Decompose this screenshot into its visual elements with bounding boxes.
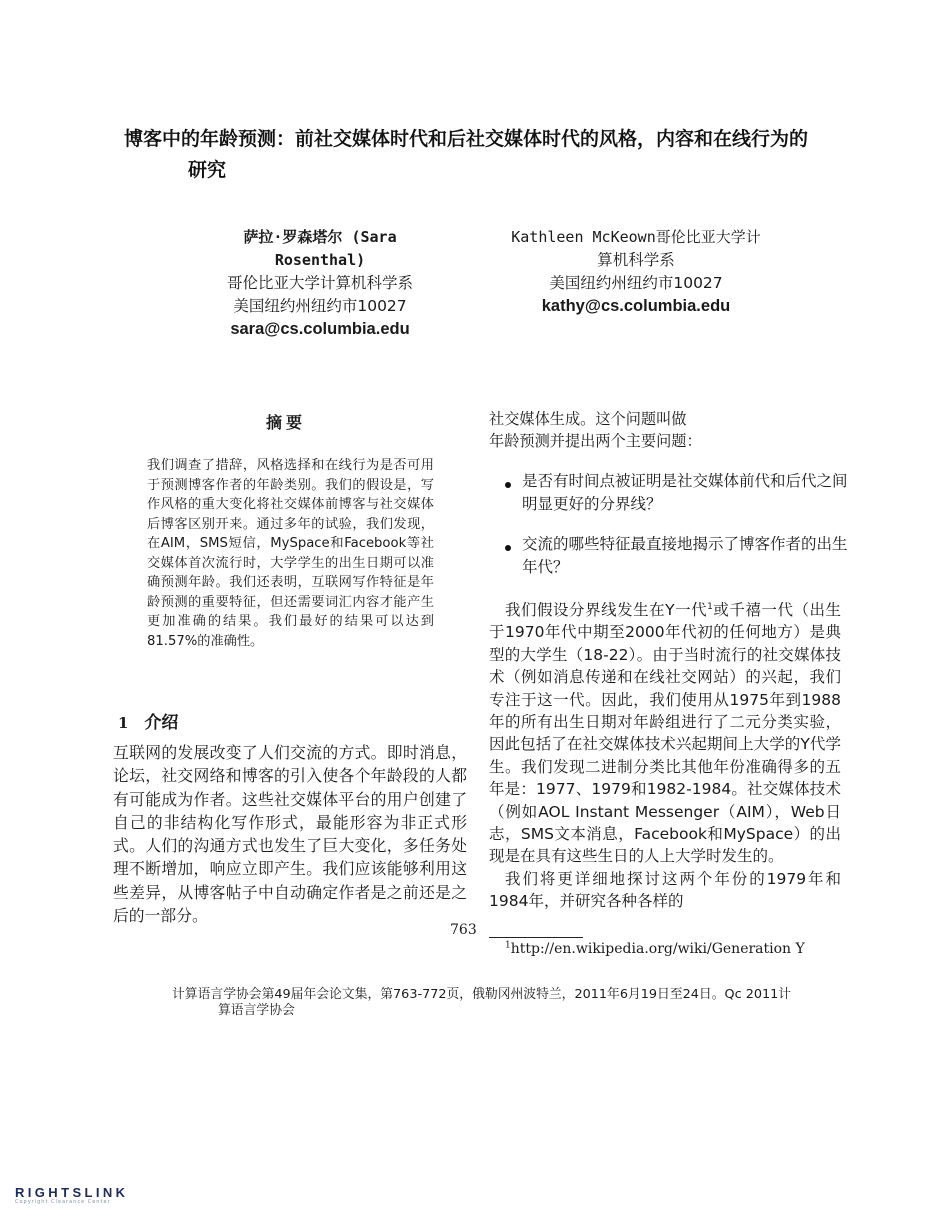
author-1-affiliation: 哥伦比亚大学计算机科学系	[226, 274, 413, 292]
author-1-name-line-1: 萨拉·罗森塔尔 (Sara	[243, 228, 397, 246]
author-2-name-line-1: Kathleen McKeown哥伦比亚大学计	[511, 228, 761, 246]
footnote	[505, 941, 805, 957]
intro-paragraph: 互联网的发展改变了人们交流的方式。即时消息，论坛，社交网络和博客的引入使各个年龄段的人都有可能成为作者。这些社交媒体平台的用户创建了自己的非结构化写作形式，最能形容为非正式形式。人们的沟通方式也发生了巨大变化，多任务处理不断增加，响应立即产生。我们应该能够利用这些差异，从博客帖子中自动确定作者是之前还是之后的一部分。	[113, 743, 467, 926]
paper-title	[124, 124, 924, 186]
author-2-name-line-2: 算机科学系	[597, 251, 675, 269]
abstract-text: 我们调查了措辞，风格选择和在线行为是否可用于预测博客作者的年龄类别。我们的假设是，写作风格的重大变化将社交媒体前博客与社交媒体后博客区别开来。通过多年的试验，我们发现，在AIM，SMS短信，MySpace和Facebook等社交媒体首次流行时，大学学生的出生日期可以准确预测年龄。我们还表明，互联网写作特征是年龄预测的重要特征，但还需要词汇内容才能产生更加准确的结果。我们最好的结果可以达到81.57%的准确性。	[147, 458, 434, 649]
bullet-dot-icon	[505, 545, 511, 551]
followup-paragraph: 我们将更详细地探讨这两个年份的1979年和1984年，并研究各种各样的	[489, 869, 841, 911]
bullet-item	[505, 470, 850, 516]
title-line-2: 研究	[188, 159, 227, 181]
author-2-email[interactable]: kathy@cs.columbia.edu	[541, 297, 731, 315]
author-1-email[interactable]: sara@cs.columbia.edu	[230, 320, 410, 338]
rightslink-logo[interactable]	[15, 1185, 128, 1205]
proceedings-line-1: 计算语言学协会第49届年会论文集，第763-772页，俄勒冈州波特兰，2011年6月19日至24日。Qc 2011计	[172, 987, 792, 1002]
proceedings-citation	[172, 987, 852, 1019]
footnote-marker[interactable]: 1	[707, 601, 713, 612]
section-number: 1	[118, 714, 129, 732]
author-block-1	[190, 226, 450, 341]
footnote-url[interactable]: http://en.wikipedia.org/wiki/Generation Y	[510, 941, 805, 957]
author-1-address: 美国纽约州纽约市10027	[233, 297, 407, 315]
bullet-item	[505, 533, 850, 579]
author-block-2	[486, 226, 786, 318]
para1-text-a: 我们假设分界线发生在Y一代	[505, 601, 708, 619]
para1-text-b: 或千禧一代（出生于1970年代中期至2000年代初的任何地方）是典型的大学生（18-22）。由于当时流行的社交媒体技术（例如消息传递和在线社交网站）的兴起，我们专注于这一代。因此，我们使用从1975年到1988年的所有出生日期对年龄组进行了二元分类实验，因此包括了在社交媒体技术兴起期间上大学的Y代学生。我们发现二进制分类比其他年份准确得多的五年是：1977、1979和1982-1984。社交媒体技术（例如AOL Instant Messenger（AIM），Web日志，SMS文本消息，Facebook和MySpace）的出现是在具有这些生日的人上大学时发生的。	[489, 601, 841, 866]
abstract-heading: 摘要	[266, 413, 307, 432]
page-number: 763	[450, 922, 477, 938]
title-line-1: 博客中的年龄预测：前社交媒体时代和后社交媒体时代的风格，内容和在线行为的	[124, 128, 809, 150]
proceedings-line-2: 算语言学协会	[218, 1003, 295, 1018]
author-2-address: 美国纽约州纽约市10027	[549, 274, 723, 292]
right-column-body	[489, 599, 841, 913]
intro-line-2: 年龄预测并提出两个主要问题：	[489, 432, 702, 450]
author-1-name-line-2: Rosenthal)	[274, 251, 366, 269]
bullet-text: 是否有时间点被证明是社交媒体前代和后代之间明显更好的分界线？	[522, 472, 848, 513]
footnote-divider	[489, 937, 583, 938]
rightslink-wordmark: RIGHTSLINK	[15, 1185, 129, 1200]
bullet-text: 交流的哪些特征最直接地揭示了博客作者的出生年代？	[522, 535, 848, 576]
intro-line-1: 社交媒体生成。这个问题叫做	[489, 410, 687, 428]
rightslink-tagline: Copyright Clearance Center	[15, 1199, 111, 1205]
section-heading	[118, 708, 178, 733]
hypothesis-paragraph	[489, 599, 841, 868]
footnote-number: 1	[505, 940, 511, 951]
section-title: 介绍	[144, 713, 179, 733]
right-column-intro	[489, 408, 841, 452]
bullet-dot-icon	[505, 482, 511, 488]
